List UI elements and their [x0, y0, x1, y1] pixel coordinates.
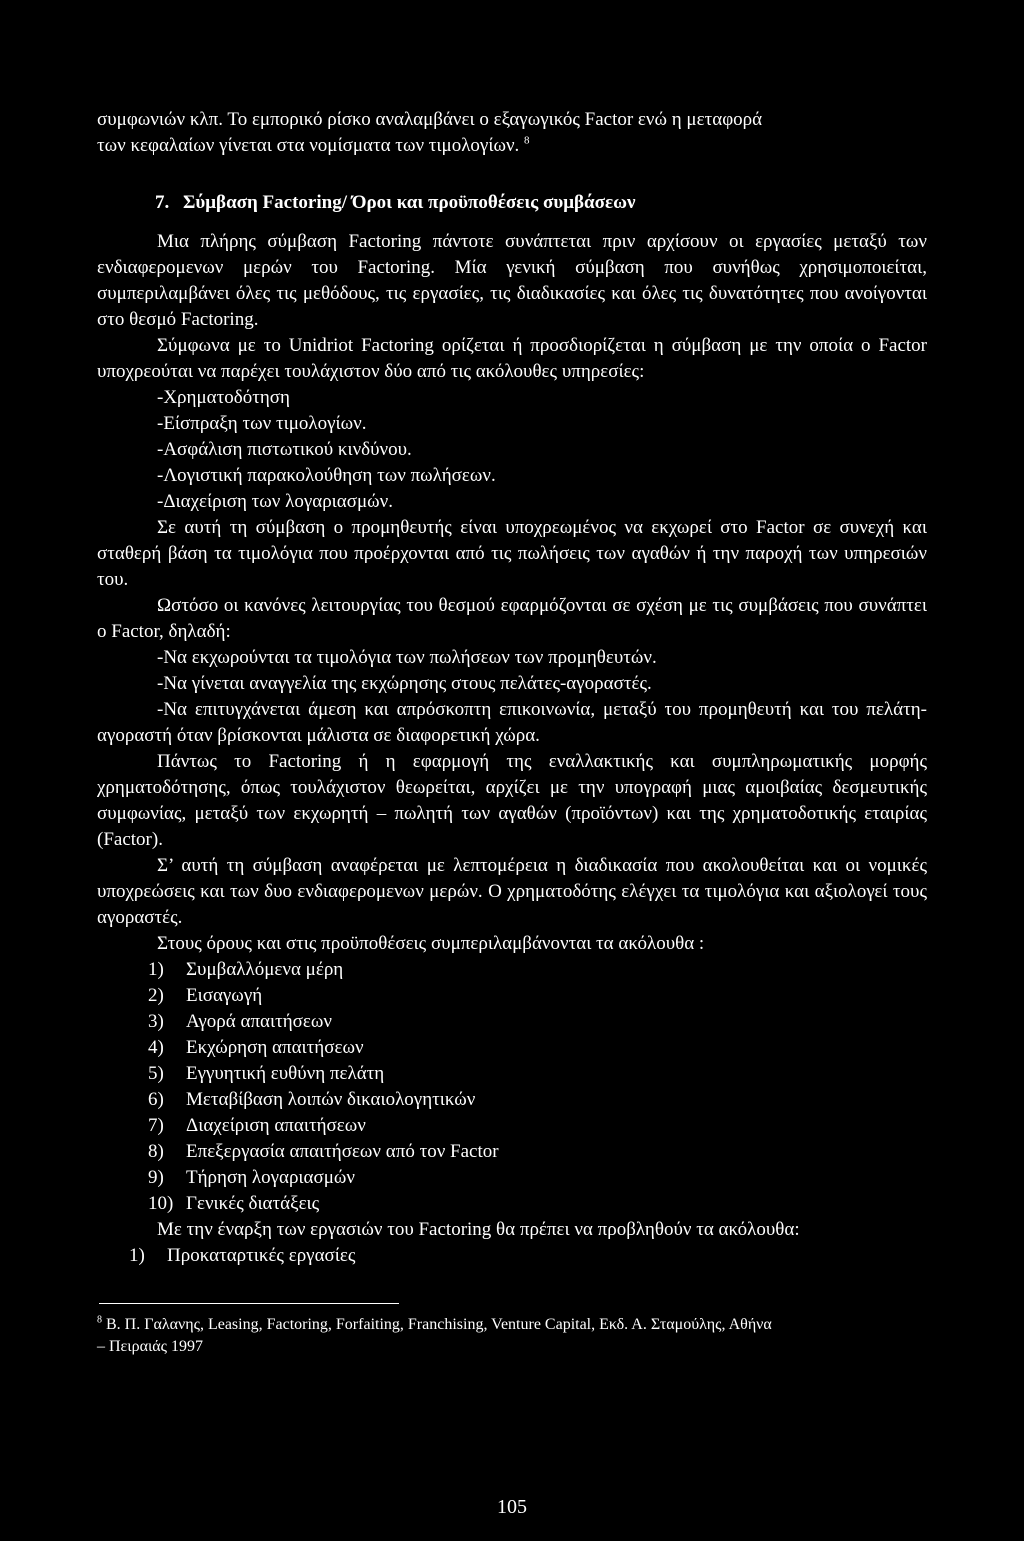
term-text: Εκχώρηση απαιτήσεων [186, 1037, 364, 1058]
term-number: 6) [148, 1089, 164, 1110]
page-number: 105 [497, 1496, 527, 1518]
term-text: Διαχείριση απαιτήσεων [186, 1115, 366, 1136]
term-text: Εισαγωγή [186, 985, 263, 1006]
term-item [148, 983, 927, 1009]
begin-list [97, 1243, 927, 1269]
term-item [148, 1113, 927, 1139]
service-item: -Διαχείριση των λογαριασμών. [157, 491, 394, 512]
term-item [148, 957, 927, 983]
service-item: -Χρηματοδότηση [157, 387, 290, 408]
paragraph-detail: Σ’ αυτή τη σύμβαση αναφέρεται με λεπτομέρεια η διαδικασία που ακολουθείται και οι νομικές υποχρεώσεις και των δυο ενδιαφερομενων μερών. Ο χρηματοδότης ελέγχει τα τιμολόγια και αξιολογεί τους αγοραστές. [97, 855, 927, 928]
services-list [97, 385, 927, 515]
paragraph-supplier: Σε αυτή τη σύμβαση ο προμηθευτής είναι υποχρεωμένος να εκχωρεί στο Factor σε συνεχή και σταθερή βάση τα τιμολόγια που προέρχονται από τις πωλήσεις των αγαθών ή την παροχή των υπηρεσιών του. [97, 517, 927, 590]
term-number: 2) [148, 985, 164, 1006]
term-number: 9) [148, 1167, 164, 1188]
rule-item-communication: -Να επιτυγχάνεται άμεση και απρόσκοπτη επικοινωνία, μεταξύ του προμηθευτή και του πελάτη-αγοραστή όταν βρίσκονται μάλιστα σε διαφορετική χώρα. [97, 699, 927, 746]
footnote-mark: 8 [97, 1314, 102, 1326]
term-text: Γενικές διατάξεις [186, 1193, 320, 1214]
document-body [97, 107, 927, 1358]
service-item: -Ασφάλιση πιστωτικού κινδύνου. [157, 439, 412, 460]
section-number: 7. [155, 192, 170, 213]
term-number: 1) [148, 959, 164, 980]
term-number: 10) [148, 1193, 174, 1214]
section-heading [155, 190, 927, 216]
top-paragraph-line1: συμφωνιών κλπ. Το εμπορικό ρίσκο αναλαμβάνει ο εξαγωγικός Factor ενώ η μεταφορά [97, 109, 763, 130]
term-number: 4) [148, 1037, 164, 1058]
footnote-line1: Β. Π. Γαλανης, Leasing, Factoring, Forfaiting, Franchising, Venture Capital, Εκδ. Α. Σταμούλης, Αθήνα [106, 1316, 772, 1333]
terms-list [97, 957, 927, 1217]
term-number: 3) [148, 1011, 164, 1032]
term-number: 8) [148, 1141, 164, 1162]
term-item [148, 1061, 927, 1087]
rule-item: -Να γίνεται αναγγελία της εκχώρησης στους πελάτες-αγοραστές. [157, 673, 652, 694]
term-text: Εγγυητική ευθύνη πελάτη [186, 1063, 385, 1084]
term-item [148, 1139, 927, 1165]
term-text: Αγορά απαιτήσεων [186, 1011, 332, 1032]
rules-list [97, 645, 927, 697]
rule-item: -Να εκχωρούνται τα τιμολόγια των πωλήσεων των προμηθευτών. [157, 647, 657, 668]
term-text: Τήρηση λογαριασμών [186, 1167, 356, 1188]
term-number: 5) [148, 1063, 164, 1084]
term-number: 7) [148, 1115, 164, 1136]
term-item [148, 1087, 927, 1113]
term-text: Μεταβίβαση λοιπών δικαιολογητικών [186, 1089, 476, 1110]
top-paragraph-line2 [97, 133, 927, 159]
term-text: Συμβαλλόμενα μέρη [186, 959, 344, 980]
begin-item-text: Προκαταρτικές εργασίες [167, 1245, 356, 1266]
term-item [148, 1035, 927, 1061]
paragraph-rules: Ωστόσο οι κανόνες λειτουργίας του θεσμού εφαρμόζονται σε σχέση με τις συμβάσεις που συνάπτει ο Factor, δηλαδή: [97, 595, 927, 642]
paragraph-start: Πάντως το Factoring ή η εφαρμογή της εναλλακτικής και συμπληρωματικής μορφής χρηματοδότησης, όπως τουλάχιστον θεωρείται, αρχίζει με την υπογραφή μιας αμοιβαίας δεσμευτικής συμφωνίας, μεταξύ των εκχωρητή – πωλητή των αγαθών (προϊόντων) και της χρηματοδοτικής εταιρίας (Factor). [97, 751, 927, 850]
terms-intro: Στους όρους και στις προϋποθέσεις συμπεριλαμβάνονται τα ακόλουθα : [157, 933, 705, 954]
footnote [97, 1314, 927, 1358]
paragraph-unidriot: Σύμφωνα με το Unidriot Factoring ορίζεται ή προσδιορίζεται η σύμβαση με την οποία ο Factor υποχρεούται να παρέχει τουλάχιστον δύο από τις ακόλουθες υπηρεσίες: [97, 335, 927, 382]
footnote-divider [99, 1303, 399, 1304]
term-item [148, 1191, 927, 1217]
footnote-line2: – Πειραιάς 1997 [97, 1338, 203, 1355]
service-item: -Είσπραξη των τιμολογίων. [157, 413, 367, 434]
term-item [148, 1165, 927, 1191]
top-paragraph-text: των κεφαλαίων γίνεται στα νομίσματα των τιμολογίων. [97, 135, 520, 156]
footnote-reference: 8 [524, 134, 530, 147]
paragraph-intro: Μια πλήρης σύμβαση Factoring πάντοτε συνάπτεται πριν αρχίσουν οι εργασίες μεταξύ των ενδιαφερομενων μερών του Factoring. Μία γενική σύμβαση που συνήθως χρησιμοποιείται, συμπεριλαμβάνει όλες τις μεθόδους, τις εργασίες, τις διαδικασίες και όλες τις δυνατότητες που ανοίγονται στο θεσμό Factoring. [97, 231, 927, 330]
paragraph-begin: Με την έναρξη των εργασιών του Factoring θα πρέπει να προβληθούν τα ακόλουθα: [157, 1219, 800, 1240]
begin-item [129, 1243, 927, 1269]
term-item [148, 1009, 927, 1035]
term-text: Επεξεργασία απαιτήσεων από τον Factor [186, 1141, 499, 1162]
service-item: -Λογιστική παρακολούθηση των πωλήσεων. [157, 465, 496, 486]
begin-item-number: 1) [129, 1245, 145, 1266]
section-title: Σύμβαση Factoring/ Όροι και προϋποθέσεις συμβάσεων [183, 192, 636, 213]
